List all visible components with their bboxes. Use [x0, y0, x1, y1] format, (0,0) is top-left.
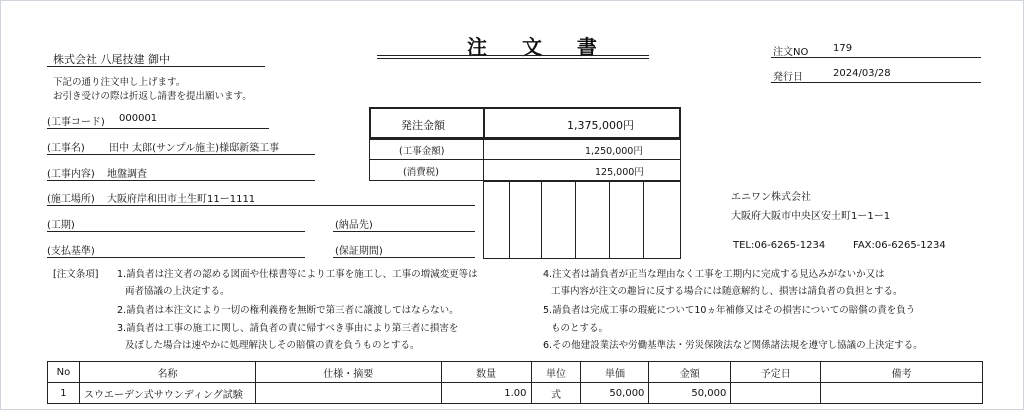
recipient-underline — [47, 66, 265, 67]
cell-spec — [255, 383, 441, 404]
term-5a: 5.請負者は完成工事の瑕疵について10ヵ年補修又はその損害についての賠償の責を負う — [543, 305, 916, 316]
cell-notes — [821, 383, 983, 404]
content-value: 地盤調査 — [107, 169, 147, 180]
tax-value: 125,000円 — [595, 167, 644, 178]
tax-label: (消費税) — [403, 167, 439, 178]
name-label: (工事名) — [47, 143, 85, 154]
issuer-address: 大阪府大阪市中央区安土町1ー1ー1 — [731, 211, 891, 222]
recipient-name: 株式会社 八尾技建 御中 — [53, 53, 170, 66]
name-underline — [47, 154, 315, 155]
code-label: (工事コード) — [47, 117, 105, 128]
warranty-label: (保証期間) — [335, 246, 383, 257]
name-value: 田中 太郎(サンプル施主)様邸新築工事 — [109, 143, 280, 154]
issuer-company: エニワン株式会社 — [731, 192, 811, 203]
code-underline — [47, 128, 269, 129]
term-5b: ものとする。 — [551, 323, 609, 334]
items-table — [47, 361, 983, 404]
cell-qty: 1.00 — [441, 383, 531, 404]
stamp-grid-line-5 — [643, 181, 644, 259]
col-header-notes: 備考 — [821, 362, 983, 383]
order-amount-value: 1,375,000円 — [567, 119, 634, 132]
content-label: (工事内容) — [47, 169, 95, 180]
title-underline-top — [377, 55, 649, 56]
stamp-grid-line-2 — [541, 181, 542, 259]
document-title: 注 文 書 — [467, 35, 611, 59]
delivery-underline — [333, 231, 475, 232]
table-row — [48, 383, 983, 404]
payment-label: (支払基準) — [47, 246, 95, 257]
sub-amount-divider-v — [483, 139, 484, 181]
issue-date-underline — [771, 82, 981, 83]
stamp-grid-line-4 — [609, 181, 610, 259]
place-label: (施工場所) — [47, 194, 95, 205]
term-1b: 両者協議の上決定する。 — [125, 286, 230, 297]
warranty-underline — [333, 257, 475, 258]
order-amount-divider — [483, 107, 485, 139]
period-underline — [47, 231, 305, 232]
table-header-row — [48, 362, 983, 383]
code-value: 000001 — [119, 113, 158, 124]
order-no-label: 注文NO — [773, 47, 809, 58]
col-header-no: No — [48, 362, 80, 383]
cell-amount: 50,000 — [649, 383, 731, 404]
term-3a: 3.請負者は工事の施工に関し、請負者の責に帰すべき事由により第三者に損害を — [117, 323, 459, 334]
col-header-date: 予定日 — [731, 362, 821, 383]
issue-date-label: 発行日 — [773, 72, 803, 83]
term-1a: 1.請負者は注文者の認める図面や仕様書等により工事を施工し、工事の増減変更等は — [117, 269, 478, 280]
issuer-fax: FAX:06-6265-1234 — [853, 240, 946, 251]
col-header-amount: 金額 — [649, 362, 731, 383]
col-header-spec: 仕様・摘要 — [255, 362, 441, 383]
intro-line-2: お引き受けの際は折返し請書を提出願います。 — [53, 91, 252, 102]
stamp-grid-line-1 — [509, 181, 510, 259]
stamp-grid-line-3 — [575, 181, 576, 259]
issue-date-value: 2024/03/28 — [833, 68, 891, 79]
work-amount-value: 1,250,000円 — [585, 146, 643, 157]
order-amount-label: 発注金額 — [401, 119, 445, 132]
intro-line-1: 下記の通り注文申し上げます。 — [53, 77, 186, 88]
payment-underline — [47, 257, 305, 258]
cell-no: 1 — [48, 383, 80, 404]
term-4b: 工事内容が注文の趣旨に反する場合には随意解約し、損害は請負者の負担とする。 — [551, 286, 903, 297]
work-amount-label: (工事金額) — [399, 146, 445, 157]
col-header-name: 名称 — [79, 362, 255, 383]
cell-name: スウエーデン式サウンディング試験 — [79, 383, 255, 404]
term-4a: 4.注文者は請負者が正当な理由なく工事を工期内に完成する見込みがないか又は — [543, 269, 885, 280]
order-no-value: 179 — [833, 43, 853, 54]
title-underline-bottom — [377, 58, 649, 59]
term-3b: 及ぼした場合は速やかに処理解決しその賠償の責を負うものとする。 — [125, 340, 420, 351]
col-header-unit-price: 単価 — [581, 362, 649, 383]
issuer-tel: TEL:06-6265-1234 — [733, 240, 826, 251]
place-value: 大阪府岸和田市土生町11ー1111 — [107, 194, 256, 205]
place-underline — [47, 205, 475, 206]
term-2: 2.請負者は本注文により一切の権利義務を無断で第三者に譲渡してはならない。 — [117, 305, 459, 316]
cell-unit-price: 50,000 — [581, 383, 649, 404]
period-label: (工期) — [47, 220, 75, 231]
cell-unit: 式 — [531, 383, 581, 404]
delivery-label: (納品先) — [335, 220, 373, 231]
term-6: 6.その他建設業法や労働基準法・労災保険法など関係諸法規を遵守し協議の上決定する。 — [543, 340, 923, 351]
sub-amount-divider-h — [369, 159, 681, 160]
cell-date — [731, 383, 821, 404]
content-underline — [47, 180, 315, 181]
col-header-unit: 単位 — [531, 362, 581, 383]
order-no-underline — [771, 57, 981, 58]
terms-label: [注文条項] — [53, 269, 99, 280]
col-header-qty: 数量 — [441, 362, 531, 383]
stamp-grid — [483, 181, 681, 259]
